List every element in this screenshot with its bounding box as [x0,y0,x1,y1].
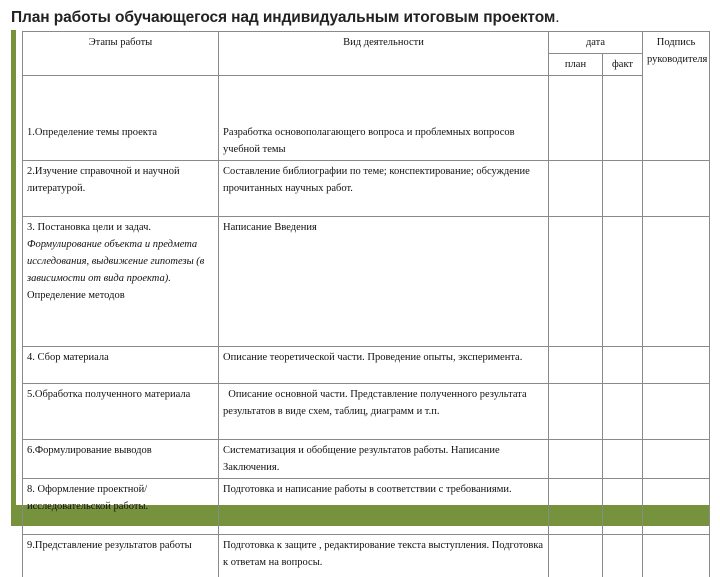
plan-cell [549,347,603,384]
plan-cell [549,76,603,161]
plan-cell [549,440,603,479]
fact-cell [603,479,643,535]
fact-cell [603,76,643,161]
header-date: дата [549,32,643,54]
stage-tail: Определение методов [27,290,125,301]
fact-cell [603,217,643,347]
activity-cell: Составление библиографии по теме; конспектирование; обсуждение прочитанных научных работ. [219,161,549,217]
activity-cell: Описание основной части. Представление полученного результата результатов в виде схем, таблиц, диаграмм и т.п. [219,384,549,440]
header-stages: Этапы работы [23,32,219,76]
stage-cell: 4. Сбор материала [23,347,219,384]
stage-cell: 6.Формулирование выводов [23,440,219,479]
fact-cell [603,347,643,384]
fact-cell [603,440,643,479]
activity-cell: Подготовка к защите , редактирование текста выступления. Подготовка к ответам на вопросы. [219,535,549,577]
stage-cell: 8. Оформление проектной/исследовательской работы. [23,479,219,535]
fact-cell [603,535,643,577]
activity-cell: Описание теоретической части. Проведение опыты, эксперимента. [219,347,549,384]
signature-cell [643,161,710,217]
activity-cell: Написание Введения [219,217,549,347]
plan-cell [549,479,603,535]
header-plan: план [549,54,603,76]
table-row [23,479,710,535]
table-row [23,384,710,440]
header-row [23,32,710,54]
signature-cell [643,217,710,347]
activity-cell: Разработка основополагающего вопроса и проблемных вопросов учебной темы [219,76,549,161]
table-row [23,217,710,347]
signature-cell [643,479,710,535]
header-activity: Вид деятельности [219,32,549,76]
plan-cell [549,535,603,577]
table-row [23,440,710,479]
page-title [11,9,559,27]
plan-cell [549,384,603,440]
fact-cell [603,384,643,440]
title-text: План работы обучающегося над индивидуальным итоговым проектом [11,9,556,26]
activity-cell: Систематизация и обобщение результатов работы. Написание Заключения. [219,440,549,479]
stage-cell: 2.Изучение справочной и научной литературой. [23,161,219,217]
table-row [23,347,710,384]
header-signature: Подпись руководителя [643,32,710,161]
table-row [23,535,710,577]
plan-cell [549,217,603,347]
signature-cell [643,347,710,384]
fact-cell [603,161,643,217]
signature-cell [643,384,710,440]
signature-cell [643,440,710,479]
activity-cell: Подготовка и написание работы в соответствии с требованиями. [219,479,549,535]
header-fact: факт [603,54,643,76]
project-plan-table [22,31,710,577]
plan-cell [549,161,603,217]
left-accent-bar [11,30,16,526]
stage-italic-note: Формулирование объекта и предмета исследования, выдвижение гипотезы (в зависимости от вида проекта). [27,239,205,284]
signature-cell [643,535,710,577]
stage-cell: 5.Обработка полученного материала [23,384,219,440]
table-row [23,161,710,217]
stage-cell [23,217,219,347]
title-period: . [555,9,560,26]
stage-cell: 1.Определение темы проекта [23,76,219,161]
table-row [23,76,710,161]
stage-heading: 3. Постановка цели и задач. [27,222,151,233]
stage-cell: 9.Представление результатов работы [23,535,219,577]
